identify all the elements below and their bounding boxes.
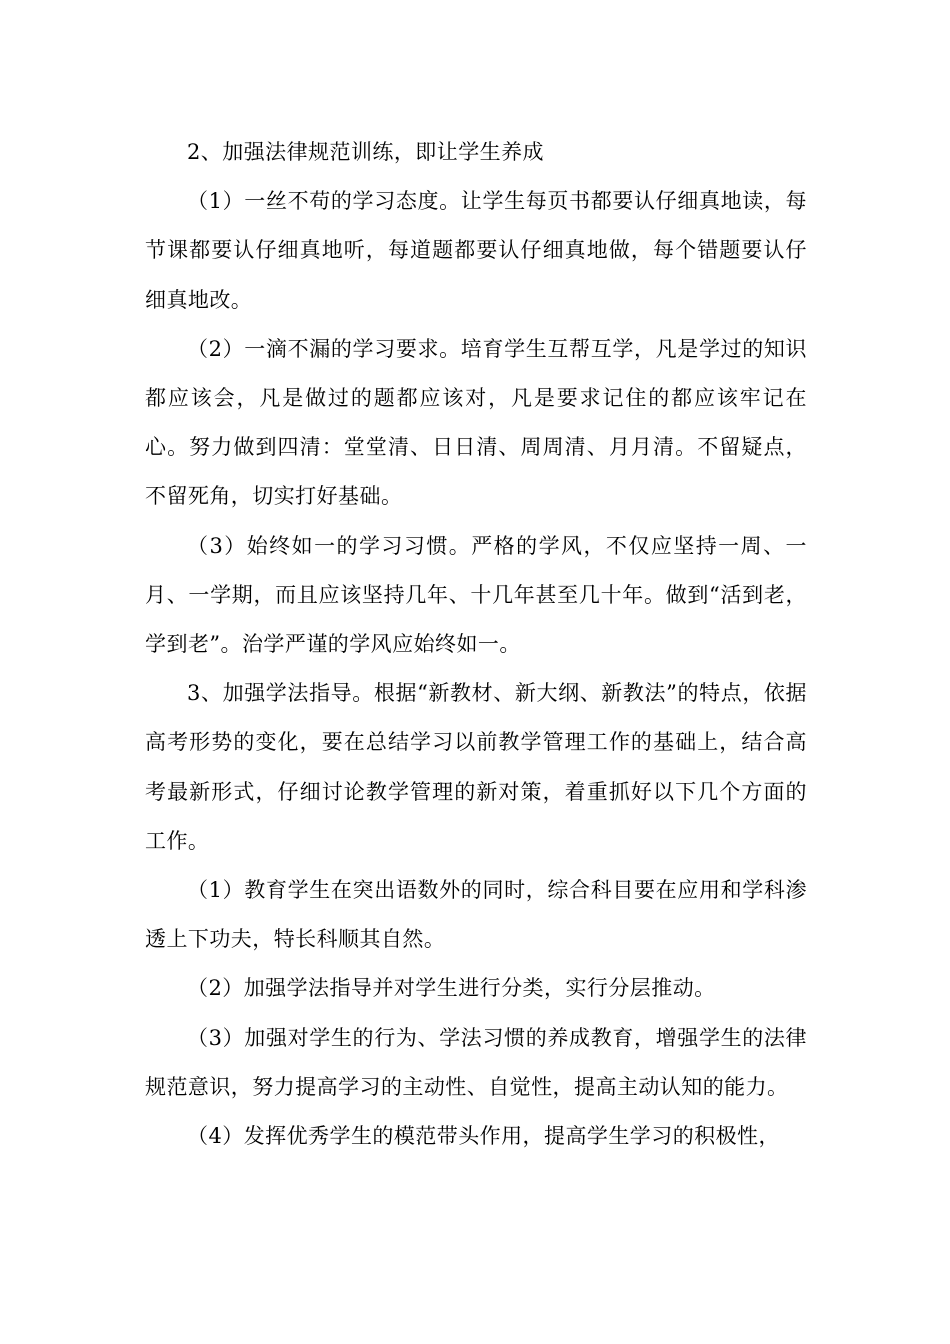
paragraph: （3）始终如一的学习习惯。严格的学风，不仅应坚持一周、一月、一学期，而且应该坚持几年、十几年甚至几十年。做到“活到老，学到老”。治学严谨的学风应始终如一。 (145, 533, 807, 657)
paragraph: （1）教育学生在突出语数外的同时，综合科目要在应用和学科渗透上下功夫，特长科顺其自然。 (145, 878, 807, 952)
paragraph: 2、加强法律规范训练，即让学生养成 (187, 140, 545, 164)
paragraph: 3、加强学法指导。根据“新教材、新大纲、新教法”的特点，依据高考形势的变化，要在总结学习以前教学管理工作的基础上，结合高考最新形式，仔细讨论教学管理的新对策，着重抓好以下几个方面的工作。 (145, 681, 807, 853)
paragraph: （2）加强学法指导并对学生进行分类，实行分层推动。 (187, 976, 716, 1001)
paragraph: （3）加强对学生的行为、学法习惯的养成教育，增强学生的法律规范意识，努力提高学习的主动性、自觉性，提高主动认知的能力。 (145, 1025, 807, 1099)
document-body (145, 128, 807, 1161)
paragraph: （4）发挥优秀学生的模范带头作用，提高学生学习的积极性， (187, 1124, 780, 1149)
paragraph: （1）一丝不苟的学习态度。让学生每页书都要认仔细真地读，每节课都要认仔细真地听，每道题都要认仔细真地做，每个错题要认仔细真地改。 (145, 189, 807, 312)
paragraph: （2）一滴不漏的学习要求。培育学生互帮互学，凡是学过的知识都应该会，凡是做过的题都应该对，凡是要求记住的都应该牢记在心。努力做到四清：堂堂清、日日清、周周清、月月清。不留疑点，不留死角，切实打好基础。 (145, 336, 807, 509)
